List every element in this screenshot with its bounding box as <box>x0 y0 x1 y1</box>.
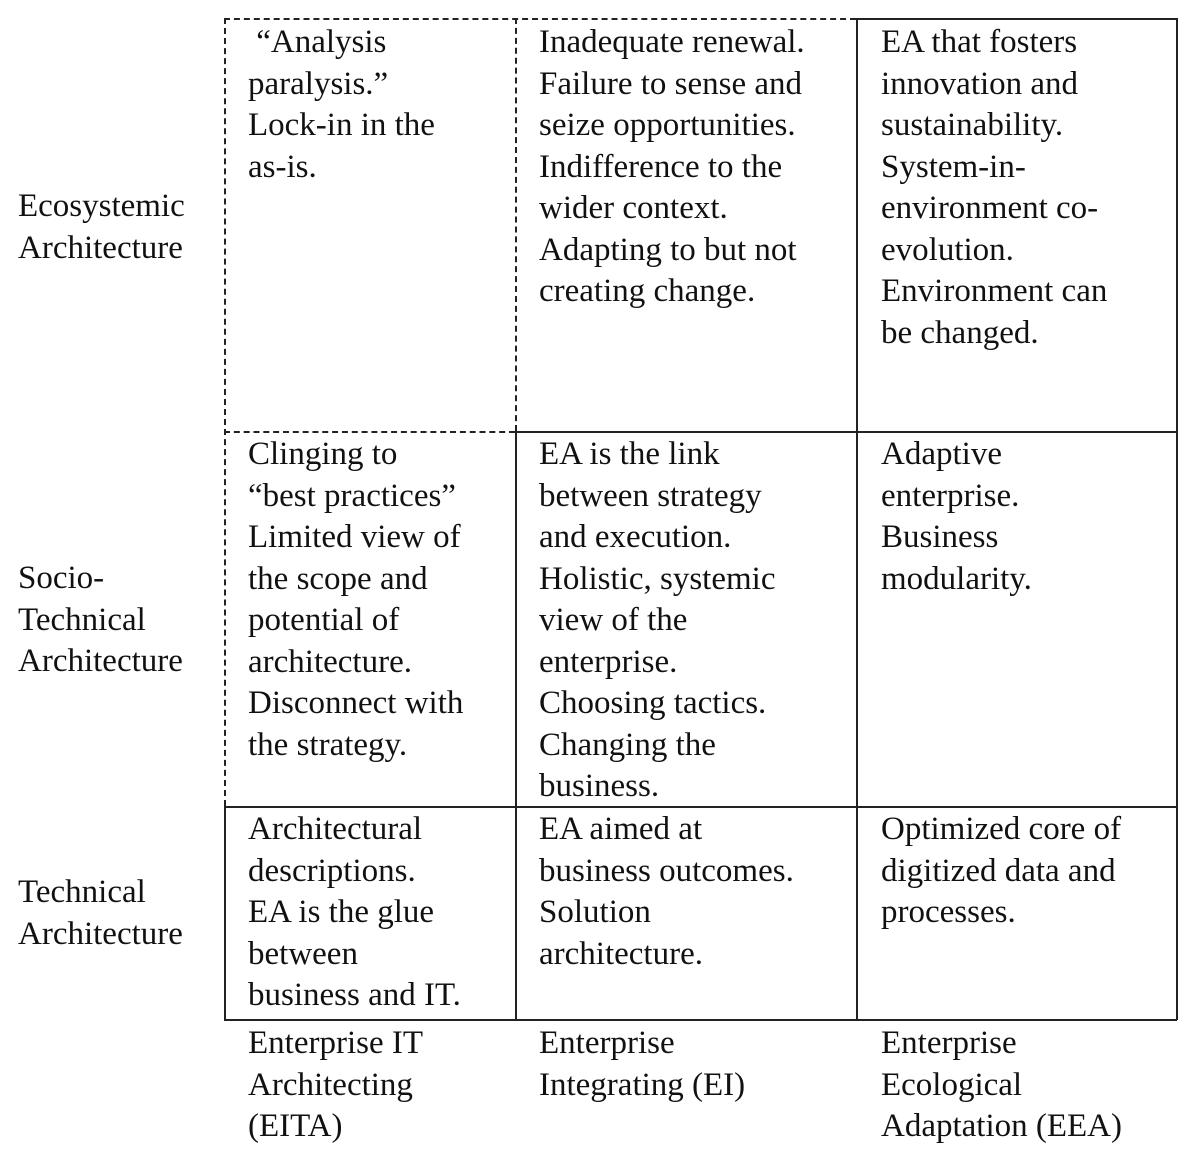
column-label-ei: Enterprise Integrating (EI) <box>539 1025 746 1103</box>
row-label-technical-architecture: Technical Architecture <box>18 874 183 952</box>
column-label-eita: Enterprise IT Architecting (EITA) <box>248 1025 424 1144</box>
grid-line-col1-solid <box>515 431 517 1020</box>
column-label-eea: Enterprise Ecological Adaptation (EEA) <box>881 1025 1123 1144</box>
grid-line-row1-dashed <box>224 431 515 433</box>
grid-line-right <box>1176 18 1178 1020</box>
cell-socio-technical-eita: Clinging to “best practices” Limited view of the scope and potential of architecture. Disconnect with the strategy. <box>248 436 464 763</box>
cell-socio-technical-ei: EA is the link between strategy and execution. Holistic, systemic view of the enterprise. Choosing tactics. Changing the business. <box>539 436 776 804</box>
grid-line-row1-solid <box>515 431 1177 433</box>
cell-ecosystemic-ei: Inadequate renewal. Failure to sense and seize opportunities. Indifference to the wider context. Adapting to but not creating change. <box>539 24 805 309</box>
row-label-ecosystemic-architecture: Ecosystemic Architecture <box>18 188 185 266</box>
cell-ecosystemic-eita: “Analysis paralysis.” Lock-in in the as-is. <box>248 24 435 185</box>
cell-socio-technical-eea: Adaptive enterprise. Business modularity. <box>881 436 1032 597</box>
grid-line-left-dashed <box>224 18 226 806</box>
cell-technical-ei: EA aimed at business outcomes. Solution architecture. <box>539 811 794 972</box>
row-label-socio-technical-architecture: Socio- Technical Architecture <box>18 560 183 679</box>
grid-line-left-solid <box>224 806 226 1020</box>
grid-line-col2 <box>856 18 858 1020</box>
cell-technical-eita: Architectural descriptions. EA is the glue between business and IT. <box>248 811 461 1013</box>
grid-line-bottom <box>224 1019 1177 1021</box>
grid-line-top-dashed <box>224 18 856 20</box>
cell-ecosystemic-eea: EA that fosters innovation and sustainability. System-in- environment co- evolution. Environment can be changed. <box>881 24 1108 351</box>
grid-line-top-solid <box>856 18 1177 20</box>
grid-line-col1-dashed <box>515 18 517 431</box>
cell-technical-eea: Optimized core of digitized data and processes. <box>881 811 1122 930</box>
